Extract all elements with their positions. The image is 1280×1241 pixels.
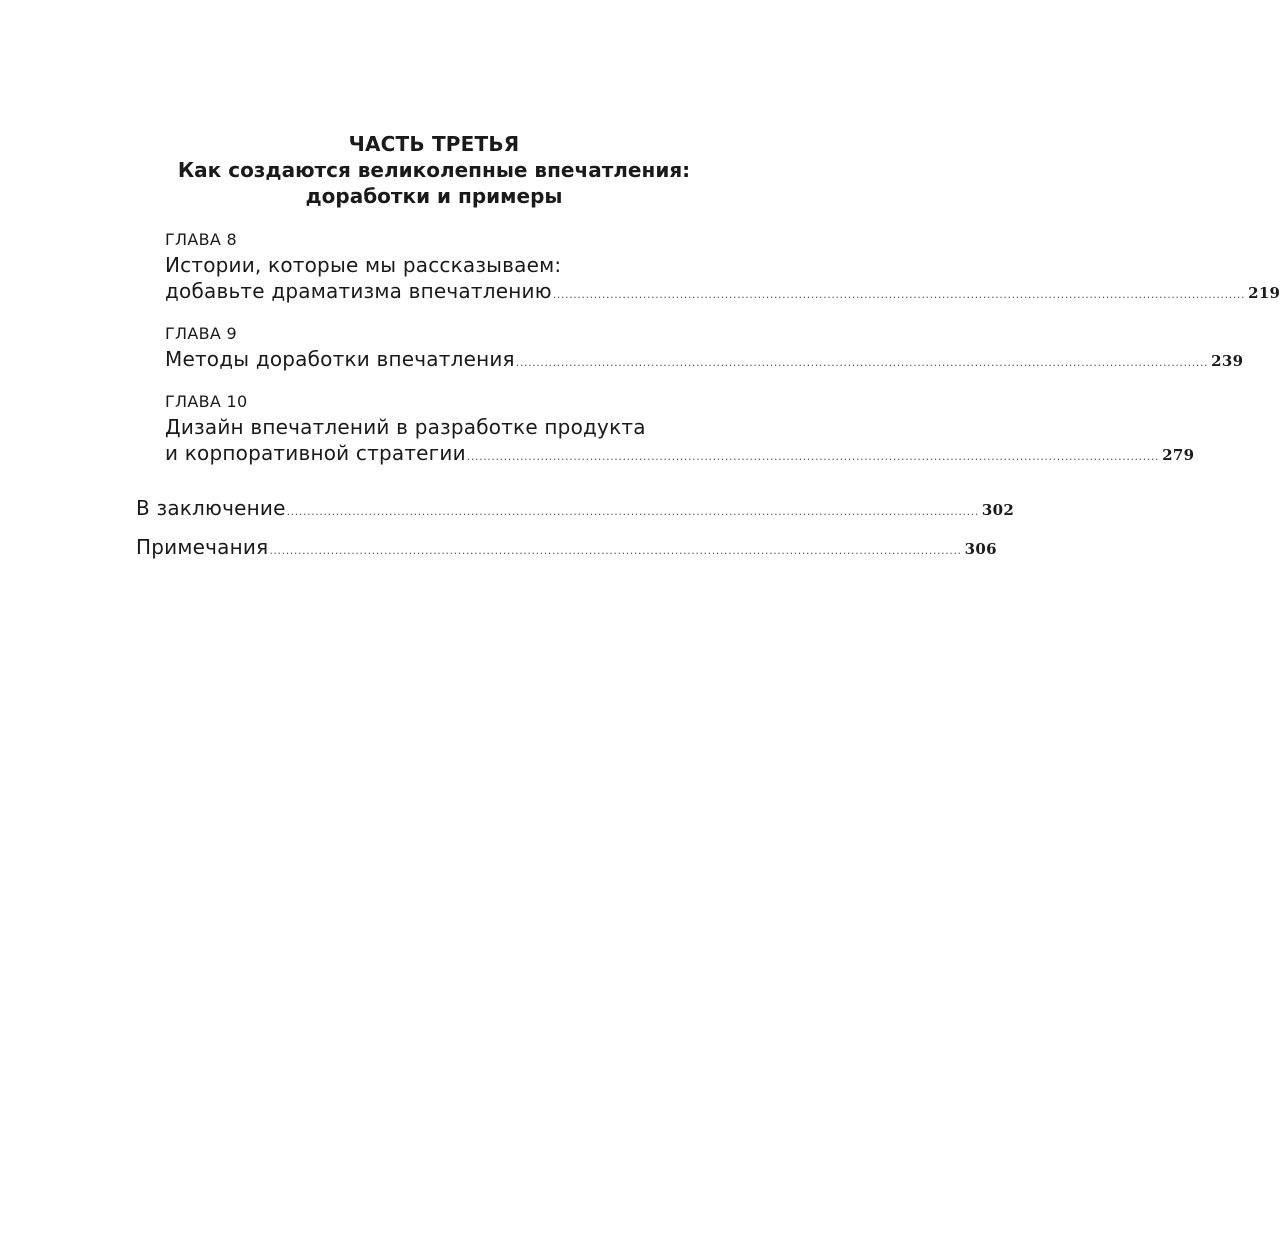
entry-line xyxy=(136,495,1015,525)
chapter-title-line xyxy=(165,440,1195,470)
part-heading xyxy=(0,131,868,209)
entry-line xyxy=(136,534,997,564)
toc-entry-conclusion[interactable] xyxy=(136,495,1015,525)
chapter-label: ГЛАВА 9 xyxy=(165,324,238,343)
chapter-title-line xyxy=(165,346,1244,376)
dot-leader: ......................................................................................................................................................................... xyxy=(466,450,1160,463)
entry-title: Примечания xyxy=(136,535,269,559)
entry-title: В заключение xyxy=(136,496,286,520)
toc-entry-notes[interactable] xyxy=(136,534,997,564)
chapter-title: Дизайн впечатлений в разработке продукта xyxy=(165,415,646,439)
toc-chapter-8[interactable] xyxy=(165,230,1280,308)
page-number: 302 xyxy=(981,501,1015,519)
chapter-title: добавьте драматизма впечатлению xyxy=(165,279,552,303)
chapter-label: ГЛАВА 8 xyxy=(165,230,238,249)
chapter-title: Методы доработки впечатления xyxy=(165,347,515,371)
page-number: 306 xyxy=(964,540,997,558)
toc-chapter-9[interactable] xyxy=(165,324,1244,376)
toc-chapter-10[interactable] xyxy=(165,392,1195,470)
chapter-title-line xyxy=(165,414,699,440)
part-subtitle-line1: Как создаются великолепные впечатления: xyxy=(177,158,691,182)
part-title: ЧАСТЬ ТРЕТЬЯ xyxy=(348,132,520,156)
part-subtitle-line2: доработки и примеры xyxy=(305,184,563,208)
chapter-title: и корпоративной стратегии xyxy=(165,441,466,465)
chapter-label: ГЛАВА 10 xyxy=(165,392,248,411)
chapter-title: Истории, которые мы рассказываем: xyxy=(165,253,562,277)
dot-leader: ......................................................................................................................................................................... xyxy=(515,356,1209,369)
page-number: 219 xyxy=(1248,284,1280,302)
page-number: 239 xyxy=(1211,352,1244,370)
dot-leader: ......................................................................................................................................................................... xyxy=(552,288,1246,301)
chapter-title-line xyxy=(165,278,1280,308)
page-number: 279 xyxy=(1162,446,1195,464)
dot-leader: ......................................................................................................................................................................... xyxy=(286,505,979,518)
dot-leader: ......................................................................................................................................................................... xyxy=(269,544,962,557)
chapter-title-line xyxy=(165,252,699,278)
